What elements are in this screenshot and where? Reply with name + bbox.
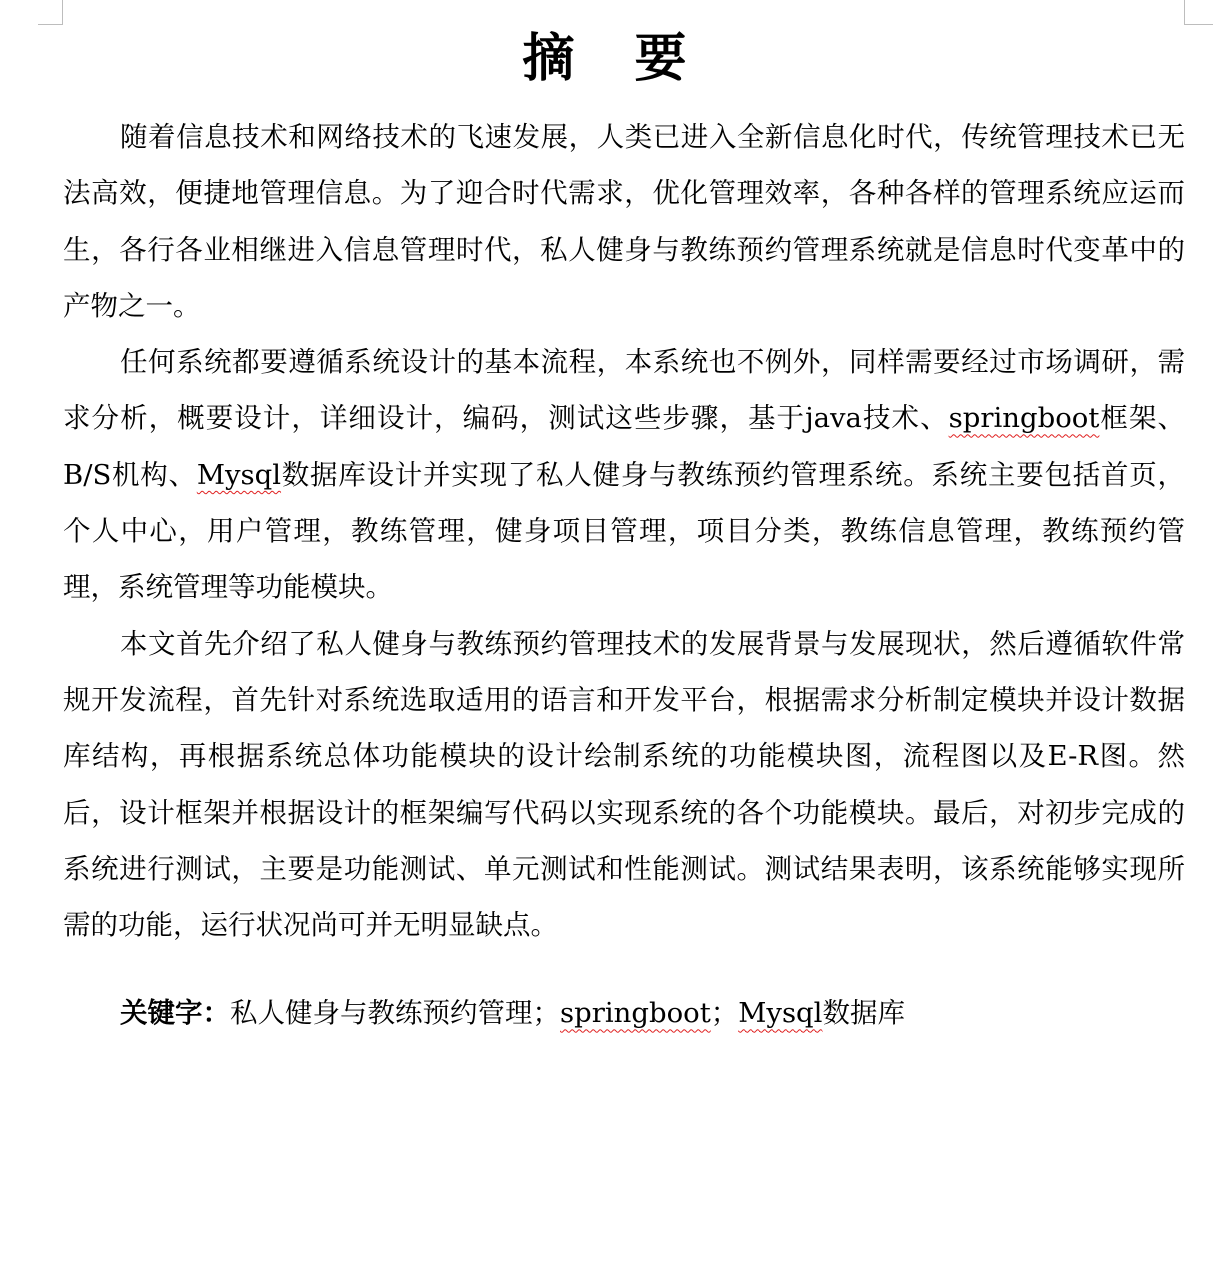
spellcheck-term-springboot: springboot <box>948 402 1100 435</box>
abstract-paragraph-2 <box>63 334 1185 615</box>
keyword-separator: ； <box>710 997 739 1030</box>
abstract-paragraph-3: 本文首先介绍了私人健身与教练预约管理技术的发展背景与发展现状，然后遵循软件常规开发流程，首先针对系统选取适用的语言和开发平台，根据需求分析制定模块并设计数据库结构，再根据系统总体功能模块的设计绘制系统的功能模块图，流程图以及E-R图。然后，设计框架并根据设计的框架编写代码以实现系统的各个功能模块。最后，对初步完成的系统进行测试，主要是功能测试、单元测试和性能测试。测试结果表明，该系统能够实现所需的功能，运行状况尚可并无明显缺点。 <box>63 627 1185 942</box>
keyword-springboot: springboot <box>560 997 711 1030</box>
page-title: 摘 要 <box>522 28 691 89</box>
paragraph-text: 框架、B/S机构、 <box>63 402 1186 491</box>
keyword-mysql: Mysql <box>738 997 823 1030</box>
keyword: 私人健身与教练预约管理； <box>230 997 560 1030</box>
paragraph-text: 数据库设计并实现了私人健身与教练预约管理系统。系统主要包括首页，个人中心，用户管理，教练管理，健身项目管理，项目分类，教练信息管理，教练预约管理，系统管理等功能模块。 <box>63 458 1185 604</box>
spellcheck-term-mysql: Mysql <box>196 458 282 491</box>
keywords-line <box>63 985 1185 1041</box>
paragraph-text: 任何系统都要遵循系统设计的基本流程，本系统也不例外，同样需要经过市场调研，需求分析，概要设计，详细设计，编码，测试这些步骤，基于java技术、 <box>63 346 1185 435</box>
abstract-body <box>63 109 1185 1041</box>
keywords-label: 关键字： <box>120 997 230 1030</box>
keyword: 数据库 <box>822 997 905 1030</box>
abstract-paragraph-1: 随着信息技术和网络技术的飞速发展，人类已进入全新信息化时代，传统管理技术已无法高效，便捷地管理信息。为了迎合时代需求，优化管理效率，各种各样的管理系统应运而生，各行各业相继进入信息管理时代，私人健身与教练预约管理系统就是信息时代变革中的产物之一。 <box>63 121 1185 322</box>
